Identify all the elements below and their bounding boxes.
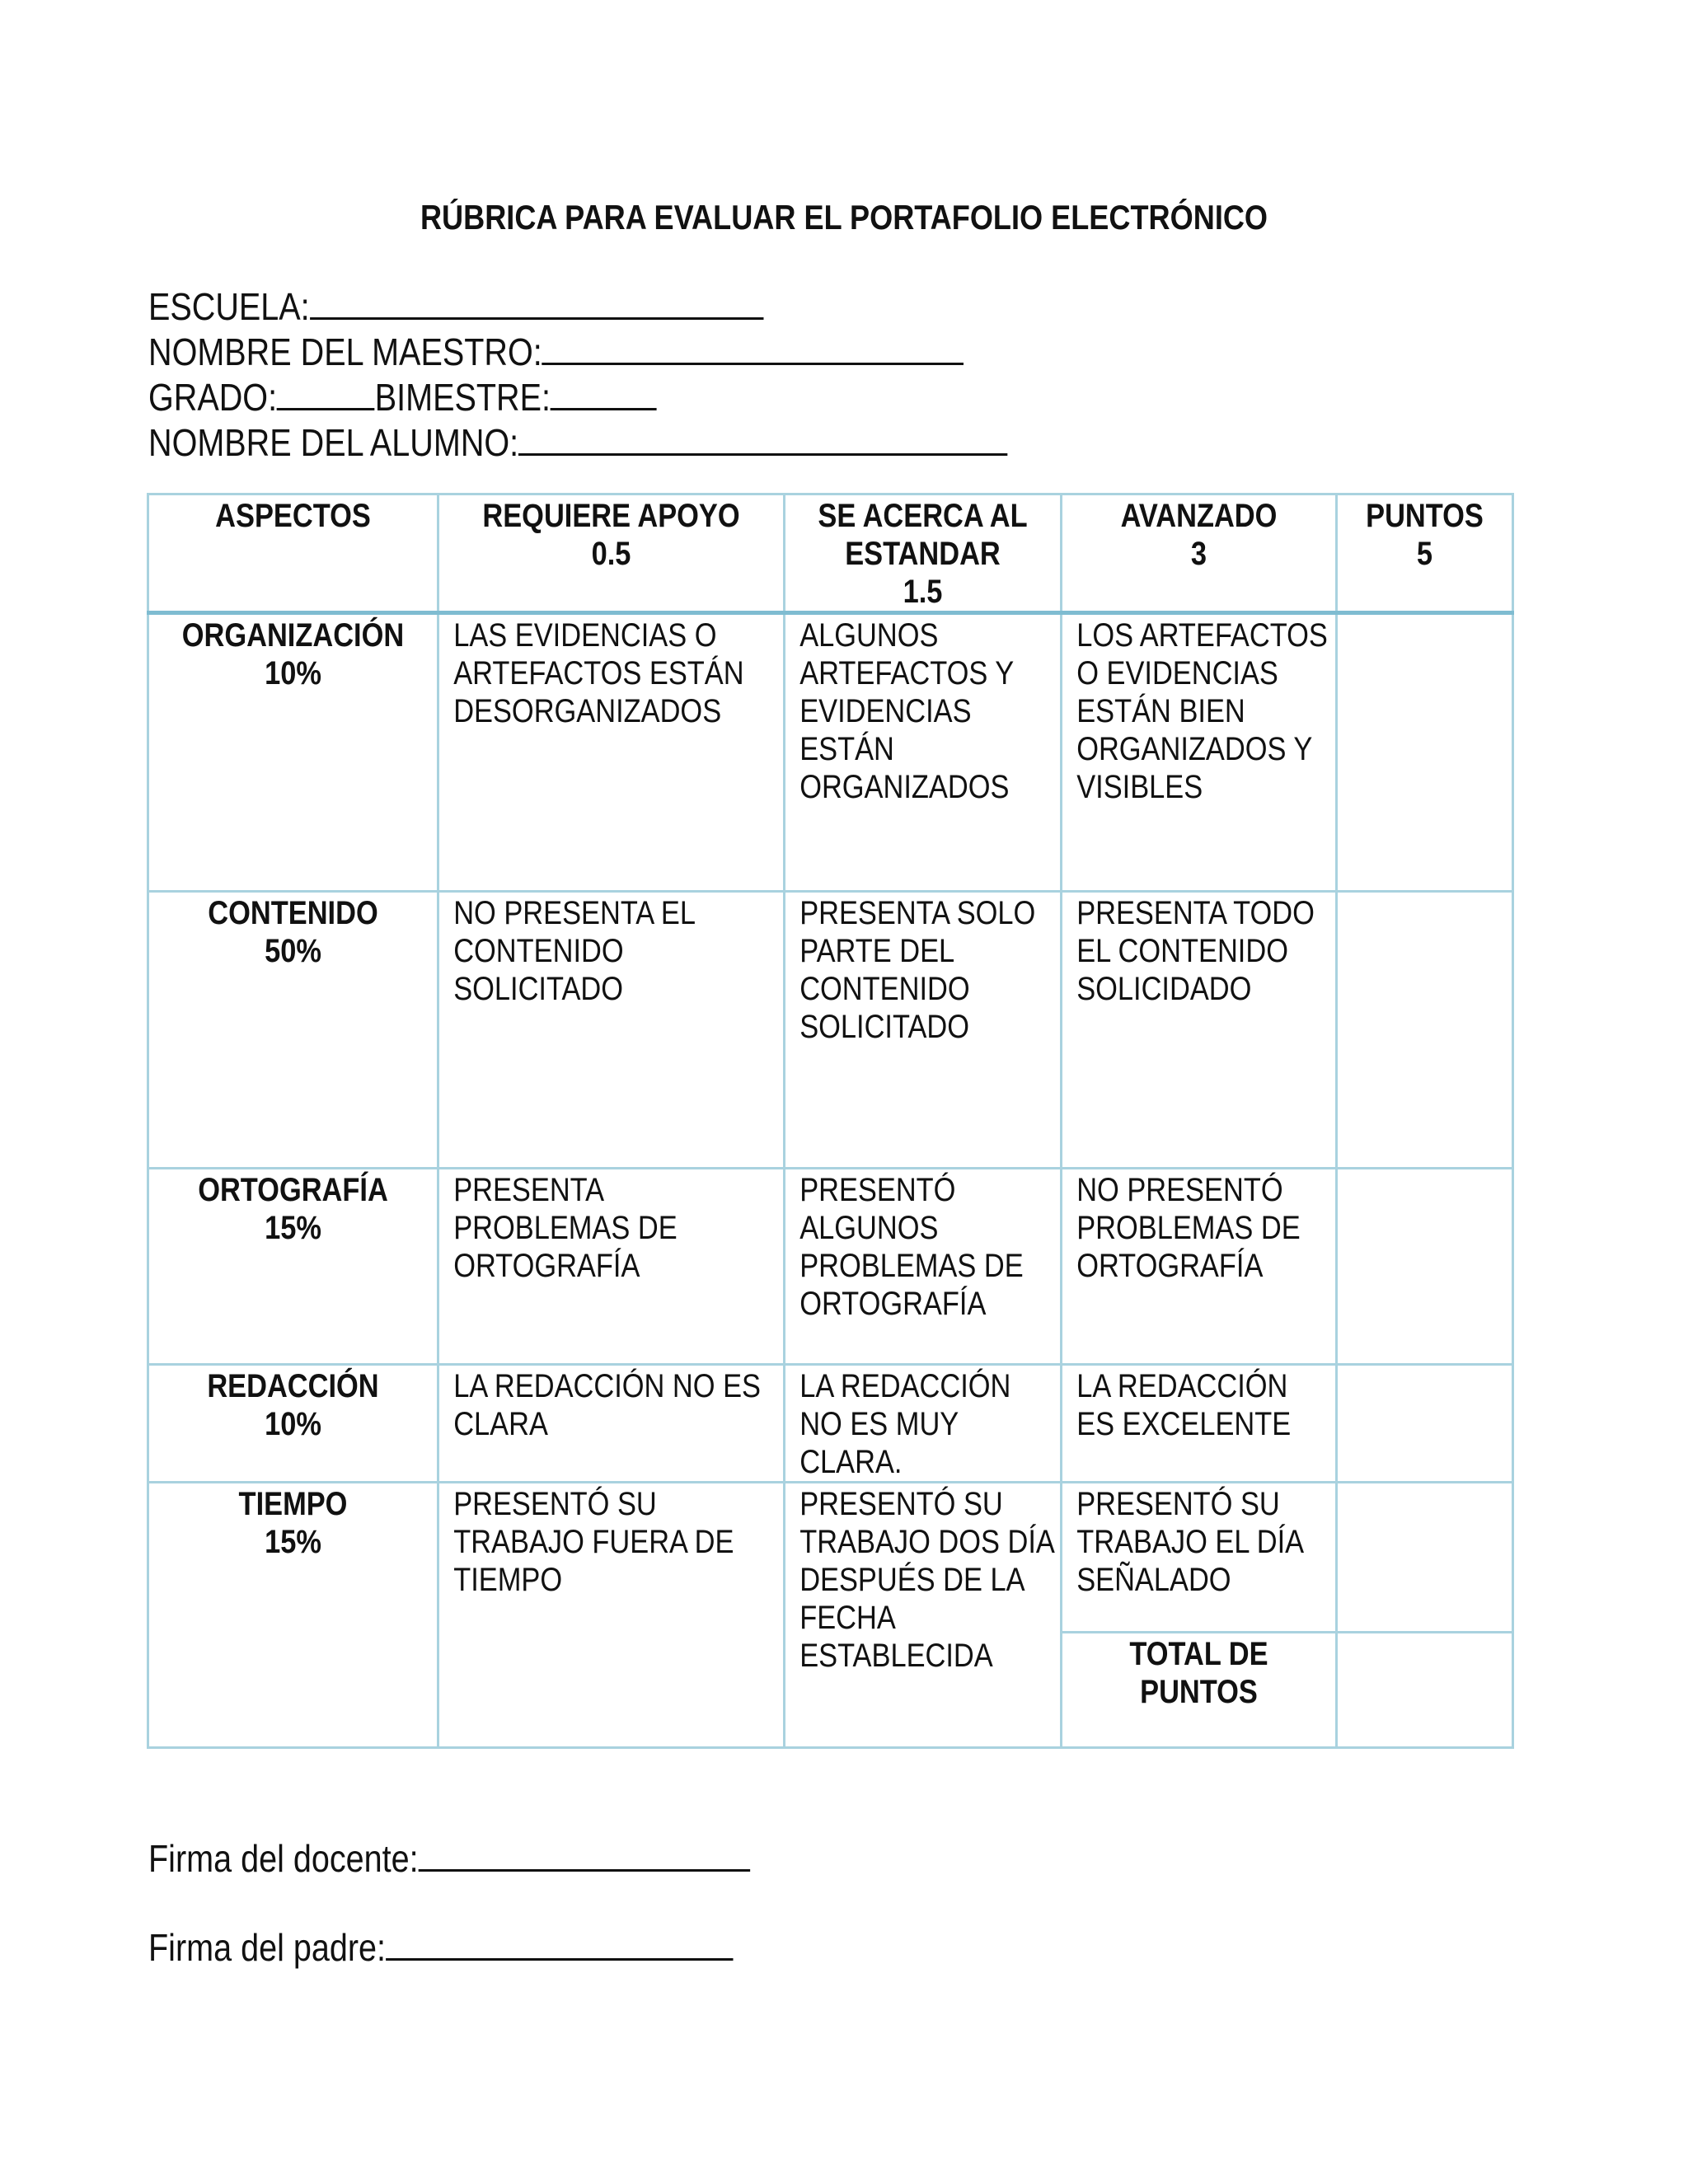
puntos-input-cell[interactable] <box>1337 1483 1513 1633</box>
avanzado-cell: PRESENTÓ SU TRABAJO EL DÍA SEÑALADO <box>1062 1483 1337 1633</box>
table-row <box>148 892 1513 1169</box>
avanzado-cell: LOS ARTEFACTOS O EVIDENCIAS ESTÁN BIEN ORGANIZADOS Y VISIBLES <box>1062 613 1337 892</box>
aspect-cell: CONTENIDO 50% <box>148 892 438 1169</box>
acerca-cell: PRESENTÓ SU TRABAJO DOS DÍA DESPUÉS DE LA FECHA ESTABLECIDA <box>785 1483 1062 1748</box>
grado-bimestre-field[interactable] <box>148 375 657 419</box>
total-input-cell[interactable] <box>1337 1633 1513 1748</box>
alumno-label: NOMBRE DEL ALUMNO: <box>148 421 519 464</box>
table-header-row <box>148 494 1513 613</box>
escuela-field[interactable] <box>148 284 763 329</box>
header-avanzado: AVANZADO 3 <box>1062 494 1337 613</box>
table-row <box>148 1365 1513 1483</box>
alumno-line <box>518 422 1007 456</box>
requiere-cell: PRESENTA PROBLEMAS DE ORTOGRAFÍA <box>438 1169 785 1365</box>
firma-padre-line <box>386 1925 733 1961</box>
firma-docente-label: Firma del docente: <box>148 1837 419 1880</box>
avanzado-cell: NO PRESENTÓ PROBLEMAS DE ORTOGRAFÍA <box>1062 1169 1337 1365</box>
total-label-cell: TOTAL DE PUNTOS <box>1062 1633 1337 1748</box>
escuela-label: ESCUELA: <box>148 285 310 328</box>
header-requiere-apoyo: REQUIERE APOYO 0.5 <box>438 494 785 613</box>
firma-padre-label: Firma del padre: <box>148 1926 387 1969</box>
aspect-cell: ORTOGRAFÍA 15% <box>148 1169 438 1365</box>
requiere-cell: NO PRESENTA EL CONTENIDO SOLICITADO <box>438 892 785 1169</box>
avanzado-cell: LA REDACCIÓN ES EXCELENTE <box>1062 1365 1337 1483</box>
puntos-input-cell[interactable] <box>1337 1365 1513 1483</box>
acerca-cell: PRESENTA SOLO PARTE DEL CONTENIDO SOLICITADO <box>785 892 1062 1169</box>
firma-padre-field[interactable] <box>148 1925 733 1970</box>
header-puntos: PUNTOS 5 <box>1337 494 1513 613</box>
aspect-cell: REDACCIÓN 10% <box>148 1365 438 1483</box>
acerca-cell: LA REDACCIÓN NO ES MUY CLARA. <box>785 1365 1062 1483</box>
grado-label: GRADO: <box>148 376 278 419</box>
acerca-cell: ALGUNOS ARTEFACTOS Y EVIDENCIAS ESTÁN ORGANIZADOS <box>785 613 1062 892</box>
table-row <box>148 613 1513 892</box>
aspect-cell: TIEMPO 15% <box>148 1483 438 1748</box>
puntos-input-cell[interactable] <box>1337 613 1513 892</box>
rubric-table <box>147 493 1514 1749</box>
puntos-input-cell[interactable] <box>1337 892 1513 1169</box>
requiere-cell: LAS EVIDENCIAS O ARTEFACTOS ESTÁN DESORGANIZADOS <box>438 613 785 892</box>
alumno-field[interactable] <box>148 420 1008 465</box>
requiere-cell: LA REDACCIÓN NO ES CLARA <box>438 1365 785 1483</box>
requiere-cell: PRESENTÓ SU TRABAJO FUERA DE TIEMPO <box>438 1483 785 1748</box>
escuela-line <box>310 286 763 320</box>
aspect-cell: ORGANIZACIÓN 10% <box>148 613 438 892</box>
maestro-line <box>542 331 964 365</box>
header-aspectos: ASPECTOS <box>148 494 438 613</box>
bimestre-label: BIMESTRE: <box>374 376 551 419</box>
bimestre-line <box>551 377 657 410</box>
acerca-cell: PRESENTÓ ALGUNOS PROBLEMAS DE ORTOGRAFÍA <box>785 1169 1062 1365</box>
firma-docente-line <box>419 1836 750 1872</box>
table-row <box>148 1483 1513 1633</box>
table-row <box>148 1169 1513 1365</box>
avanzado-cell: PRESENTA TODO EL CONTENIDO SOLICIDADO <box>1062 892 1337 1169</box>
puntos-input-cell[interactable] <box>1337 1169 1513 1365</box>
page-title: RÚBRICA PARA EVALUAR EL PORTAFOLIO ELECTRÓNICO <box>420 198 1268 237</box>
firma-docente-field[interactable] <box>148 1836 750 1881</box>
maestro-label: NOMBRE DEL MAESTRO: <box>148 330 542 373</box>
grado-line <box>277 377 375 410</box>
header-se-acerca: SE ACERCA AL ESTANDAR 1.5 <box>785 494 1062 613</box>
maestro-field[interactable] <box>148 330 964 374</box>
